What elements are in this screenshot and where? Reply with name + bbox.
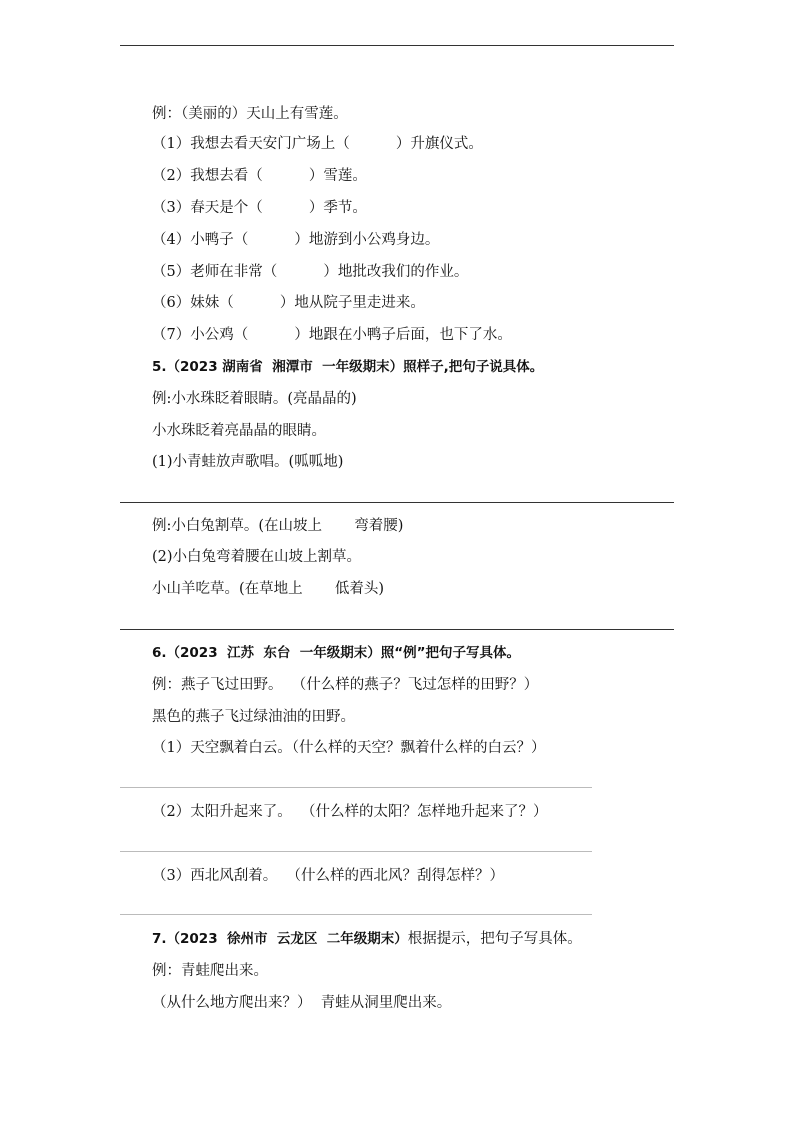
- s5-example1: 例:小水珠眨着眼睛。(亮晶晶的): [152, 391, 357, 407]
- s6-q3: （3）西北风刮着。 （什么样的西北风？刮得怎样？）: [152, 868, 504, 884]
- s4-item-7: （7）小公鸡（ ）地跟在小鸭子后面，也下了水。: [152, 327, 512, 343]
- answer-line-6-3: [120, 914, 592, 915]
- s7-heading-rest: 根据提示，把句子写具体。: [407, 931, 582, 947]
- s5-q3: 小山羊吃草。(在草地上 低着头): [152, 581, 385, 597]
- s4-item-5: （5）老师在非常（ ）地批改我们的作业。: [152, 264, 469, 280]
- s6-q1: （1）天空飘着白云。（什么样的天空？飘着什么样的白云？）: [152, 740, 546, 756]
- s7-hint: （从什么地方爬出来？） 青蛙从洞里爬出来。: [152, 995, 452, 1011]
- s5-example1-answer: 小水珠眨着亮晶晶的眼睛。: [152, 423, 326, 439]
- s4-item-6: （6）妹妹（ ）地从院子里走进来。: [152, 295, 425, 311]
- s6-example-answer: 黑色的燕子飞过绿油油的田野。: [152, 709, 355, 725]
- s4-example: 例：（美丽的）天山上有雪莲。: [152, 106, 348, 122]
- s5-example2: 例:小白兔割草。(在山坡上 弯着腰): [152, 518, 404, 534]
- answer-line-5-1: [120, 502, 674, 503]
- answer-line-6-1: [120, 787, 592, 788]
- s4-item-4: （4）小鸭子（ ）地游到小公鸡身边。: [152, 232, 440, 248]
- s5-heading: 5.（2023 湖南省 湘潭市 一年级期末）照样子,把句子说具体。: [152, 359, 544, 375]
- s6-example: 例：燕子飞过田野。 （什么样的燕子？飞过怎样的田野？）: [152, 677, 539, 693]
- s4-item-3: （3）春天是个（ ）季节。: [152, 200, 367, 216]
- s7-example: 例：青蛙爬出来。: [152, 963, 268, 979]
- top-rule: [120, 45, 674, 46]
- s7-heading-bold: 7.（2023 徐州市 云龙区 二年级期末）: [152, 931, 408, 947]
- s7-heading: [152, 929, 582, 949]
- answer-line-6-2: [120, 851, 592, 852]
- s6-q2: （2）太阳升起来了。 （什么样的太阳？怎样地升起来了？）: [152, 804, 548, 820]
- s6-heading: 6.（2023 江苏 东台 一年级期末）照“例”把句子写具体。: [152, 645, 521, 661]
- s4-item-1: （1）我想去看天安门广场上（ ）升旗仪式。: [152, 136, 483, 152]
- answer-line-5-2: [120, 629, 674, 630]
- s5-q2: (2)小白兔弯着腰在山坡上割草。: [152, 549, 362, 565]
- s5-q1: (1)小青蛙放声歌唱。(呱呱地): [152, 454, 344, 470]
- s4-item-2: （2）我想去看（ ）雪莲。: [152, 168, 367, 184]
